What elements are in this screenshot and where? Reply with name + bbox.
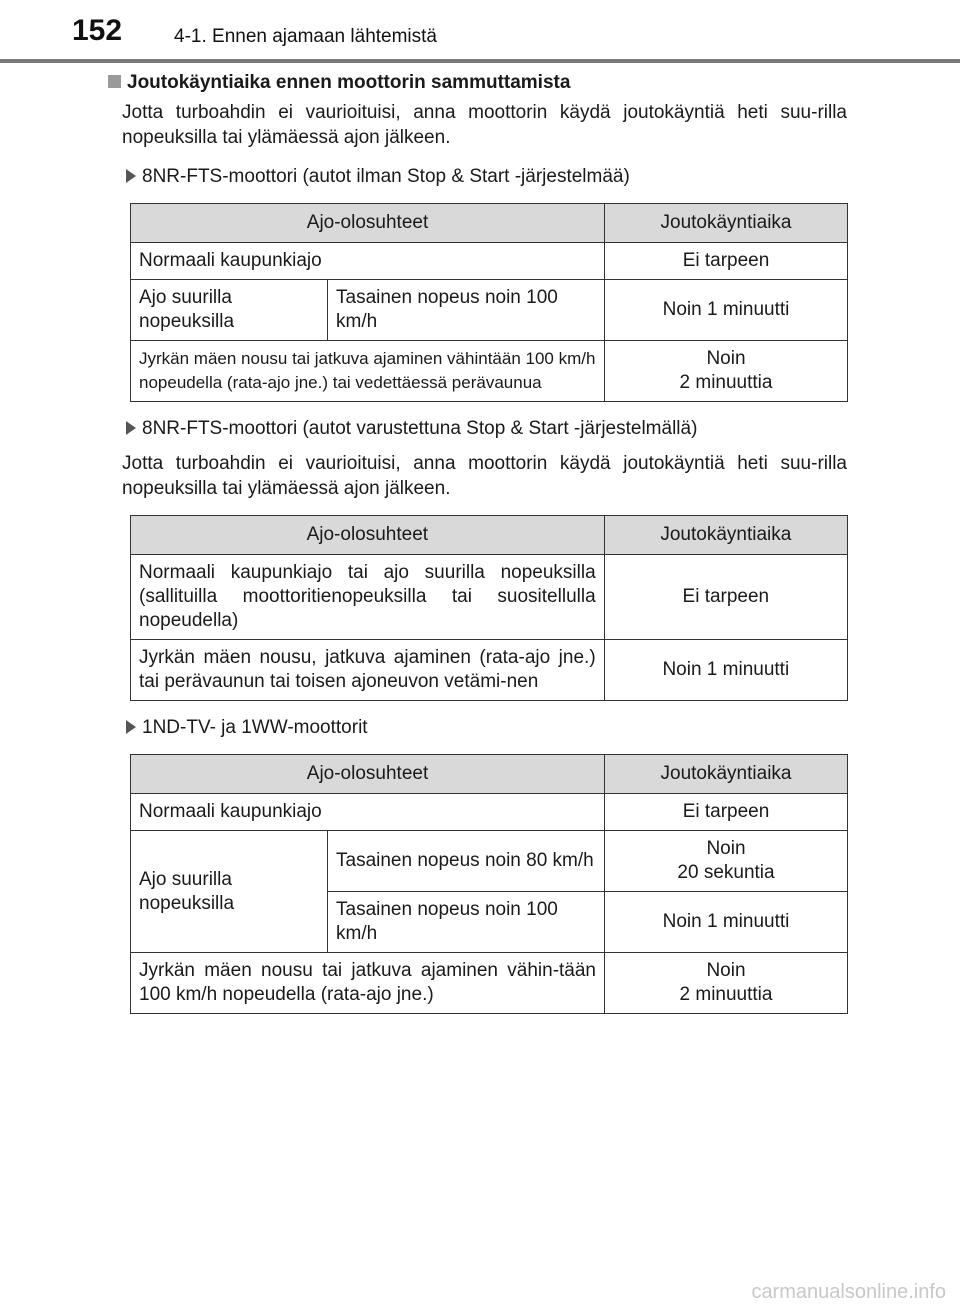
table-header-conditions: Ajo-olosuhteet bbox=[131, 204, 605, 243]
table-row: Jyrkän mäen nousu tai jatkuva ajaminen vähin-tään 100 km/h nopeudella (rata-ajo jne.) Noin 2 minuuttia bbox=[131, 953, 848, 1014]
table-row: Tasainen nopeus noin 100 km/h Noin 1 minuutti bbox=[131, 892, 848, 953]
page-content bbox=[108, 70, 848, 1014]
idle-time-table-3 bbox=[130, 754, 848, 1014]
engine-bullet-3: 1ND-TV- ja 1WW-moottorit bbox=[126, 715, 848, 740]
table-header-idle-time: Joutokäyntiaika bbox=[605, 204, 848, 243]
page-number: 152 bbox=[72, 14, 123, 47]
table-header-idle-time: Joutokäyntiaika bbox=[604, 516, 847, 555]
table-row: Normaali kaupunkiajo Ei tarpeen bbox=[131, 794, 848, 831]
engine-bullet-1: 8NR-FTS-moottori (autot ilman Stop & Start -järjestelmää) bbox=[126, 164, 848, 189]
header-rule bbox=[0, 59, 960, 63]
chapter-title: 4-1. Ennen ajamaan lähtemistä bbox=[174, 26, 437, 47]
engine-bullet-2: 8NR-FTS-moottori (autot varustettuna Stop & Start -järjestelmällä) bbox=[126, 416, 848, 441]
watermark: carmanualsonline.info bbox=[751, 1281, 946, 1303]
triangle-bullet-icon bbox=[126, 169, 136, 183]
table-header-conditions: Ajo-olosuhteet bbox=[131, 516, 605, 555]
block2-intro: Jotta turboahdin ei vaurioituisi, anna moottorin käydä joutokäyntiä heti suu-rilla nopeuksilla tai ylämäessä ajon jälkeen. bbox=[122, 453, 847, 499]
idle-time-table-2 bbox=[130, 515, 848, 701]
table-row: Normaali kaupunkiajo tai ajo suurilla nopeuksilla (sallituilla moottoritienopeuksilla tai suositellulla nopeudella) Ei tarpeen bbox=[131, 555, 848, 640]
table-row: Jyrkän mäen nousu, jatkuva ajaminen (rata-ajo jne.) tai perävaunun tai toisen ajoneuvon vetämi-nen Noin 1 minuutti bbox=[131, 640, 848, 701]
triangle-bullet-icon bbox=[126, 421, 136, 435]
section-heading: Joutokäyntiaika ennen moottorin sammuttamista bbox=[108, 70, 848, 96]
square-bullet-icon bbox=[108, 75, 121, 88]
table-row: Ajo suurilla nopeuksilla Tasainen nopeus noin 100 km/h Noin 1 minuutti bbox=[131, 280, 848, 341]
table-row: Normaali kaupunkiajo Ei tarpeen bbox=[131, 243, 848, 280]
table-row: Ajo suurilla nopeuksilla Tasainen nopeus noin 80 km/h Noin 20 sekuntia bbox=[131, 831, 848, 892]
triangle-bullet-icon bbox=[126, 720, 136, 734]
table-header-conditions: Ajo-olosuhteet bbox=[131, 755, 605, 794]
table-row: Jyrkän mäen nousu tai jatkuva ajaminen vähintään 100 km/h nopeudella (rata-ajo jne.) tai vedettäessä perävaunua Noin 2 minuuttia bbox=[131, 341, 848, 402]
section-intro: Jotta turboahdin ei vaurioituisi, anna moottorin käydä joutokäyntiä heti suu-rilla nopeuksilla tai ylämäessä ajon jälkeen. bbox=[122, 102, 847, 148]
idle-time-table-1 bbox=[130, 203, 848, 402]
table-header-idle-time: Joutokäyntiaika bbox=[605, 755, 848, 794]
